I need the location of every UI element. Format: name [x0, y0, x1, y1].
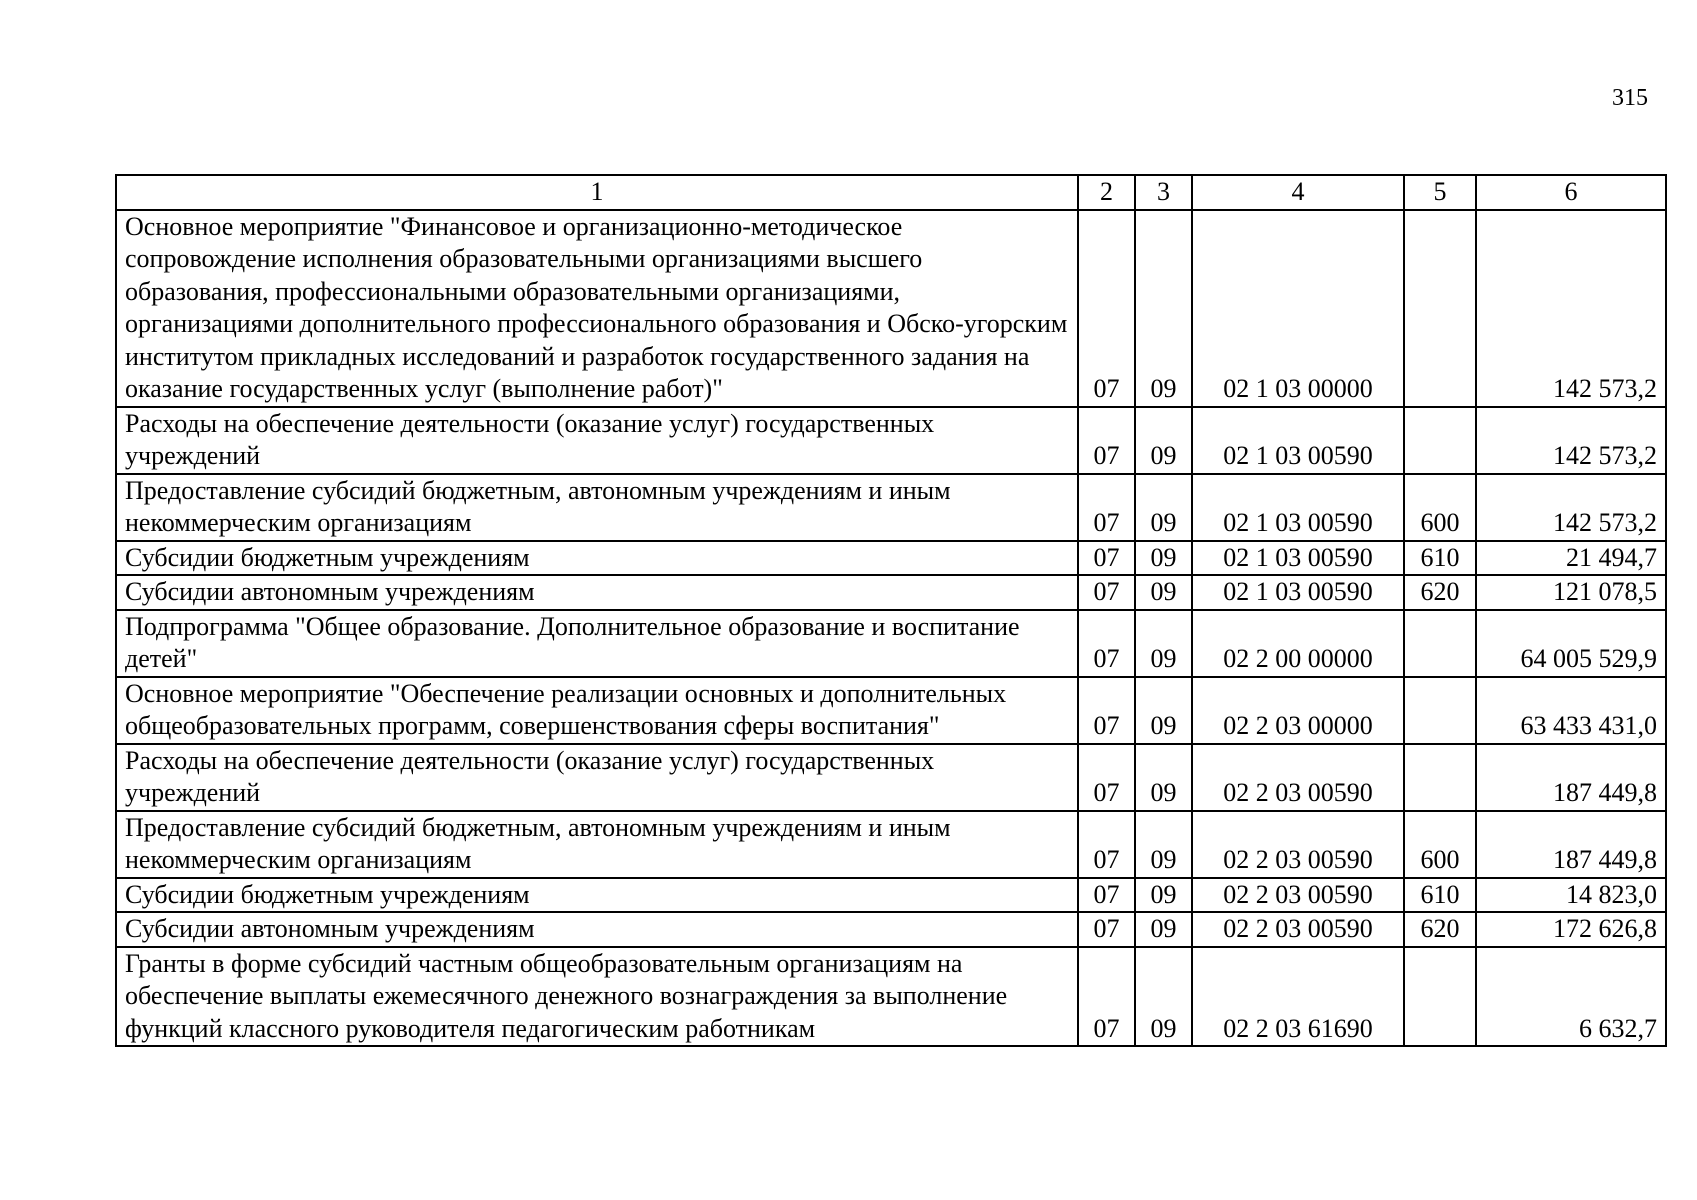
row-expense-type [1404, 407, 1476, 474]
table-row [116, 210, 1666, 407]
row-target-article: 02 2 03 00590 [1192, 811, 1404, 878]
table-row [116, 912, 1666, 947]
row-name: Гранты в форме субсидий частным общеобразовательным организациям на обеспечение выплаты ежемесячного денежного вознаграждения за выполнение функций классного руководителя педагогическим работникам [116, 947, 1078, 1047]
table-row [116, 811, 1666, 878]
row-subsection: 09 [1135, 947, 1192, 1047]
row-name: Расходы на обеспечение деятельности (оказание услуг) государственных учреждений [116, 744, 1078, 811]
row-section: 07 [1078, 811, 1135, 878]
row-subsection: 09 [1135, 575, 1192, 610]
row-section: 07 [1078, 474, 1135, 541]
header-col-2: 2 [1078, 175, 1135, 210]
row-amount: 142 573,2 [1476, 210, 1666, 407]
header-col-1: 1 [116, 175, 1078, 210]
row-subsection: 09 [1135, 744, 1192, 811]
row-amount: 21 494,7 [1476, 541, 1666, 576]
row-expense-type: 600 [1404, 811, 1476, 878]
row-section: 07 [1078, 610, 1135, 677]
row-section: 07 [1078, 575, 1135, 610]
row-expense-type: 610 [1404, 541, 1476, 576]
table-row [116, 407, 1666, 474]
table-row [116, 474, 1666, 541]
row-amount: 63 433 431,0 [1476, 677, 1666, 744]
table-header-row [116, 175, 1666, 210]
table-row [116, 947, 1666, 1047]
row-section: 07 [1078, 541, 1135, 576]
row-name: Субсидии бюджетным учреждениям [116, 541, 1078, 576]
row-expense-type [1404, 210, 1476, 407]
row-expense-type: 620 [1404, 912, 1476, 947]
header-col-3: 3 [1135, 175, 1192, 210]
row-subsection: 09 [1135, 407, 1192, 474]
row-amount: 14 823,0 [1476, 878, 1666, 913]
table-row [116, 610, 1666, 677]
row-subsection: 09 [1135, 474, 1192, 541]
row-target-article: 02 2 03 00000 [1192, 677, 1404, 744]
row-section: 07 [1078, 407, 1135, 474]
header-col-4: 4 [1192, 175, 1404, 210]
row-expense-type [1404, 677, 1476, 744]
row-subsection: 09 [1135, 878, 1192, 913]
row-expense-type [1404, 610, 1476, 677]
row-target-article: 02 1 03 00590 [1192, 541, 1404, 576]
row-expense-type: 620 [1404, 575, 1476, 610]
page-number: 315 [1612, 85, 1648, 111]
row-subsection: 09 [1135, 912, 1192, 947]
row-section: 07 [1078, 912, 1135, 947]
table-row [116, 878, 1666, 913]
row-target-article: 02 2 03 00590 [1192, 878, 1404, 913]
row-section: 07 [1078, 744, 1135, 811]
table-row [116, 541, 1666, 576]
table-row [116, 677, 1666, 744]
row-subsection: 09 [1135, 811, 1192, 878]
row-amount: 172 626,8 [1476, 912, 1666, 947]
row-expense-type: 610 [1404, 878, 1476, 913]
row-subsection: 09 [1135, 610, 1192, 677]
budget-table [115, 174, 1667, 1047]
row-name: Субсидии бюджетным учреждениям [116, 878, 1078, 913]
row-name: Субсидии автономным учреждениям [116, 912, 1078, 947]
row-subsection: 09 [1135, 677, 1192, 744]
row-expense-type [1404, 744, 1476, 811]
row-name: Предоставление субсидий бюджетным, автономным учреждениям и иным некоммерческим организациям [116, 811, 1078, 878]
row-target-article: 02 2 03 00590 [1192, 744, 1404, 811]
row-subsection: 09 [1135, 541, 1192, 576]
row-target-article: 02 2 03 61690 [1192, 947, 1404, 1047]
row-section: 07 [1078, 677, 1135, 744]
row-name: Расходы на обеспечение деятельности (оказание услуг) государственных учреждений [116, 407, 1078, 474]
row-section: 07 [1078, 210, 1135, 407]
row-amount: 142 573,2 [1476, 474, 1666, 541]
row-target-article: 02 1 03 00590 [1192, 407, 1404, 474]
row-name: Предоставление субсидий бюджетным, автономным учреждениям и иным некоммерческим организациям [116, 474, 1078, 541]
row-amount: 187 449,8 [1476, 744, 1666, 811]
table-row [116, 575, 1666, 610]
row-target-article: 02 1 03 00590 [1192, 575, 1404, 610]
row-name: Субсидии автономным учреждениям [116, 575, 1078, 610]
header-col-6: 6 [1476, 175, 1666, 210]
row-expense-type [1404, 947, 1476, 1047]
row-amount: 6 632,7 [1476, 947, 1666, 1047]
table-row [116, 744, 1666, 811]
row-name: Основное мероприятие "Финансовое и организационно-методическое сопровождение исполнения образовательными организациями высшего образования, профессиональными образовательными организациями, организациями дополнительного профессионального образования и Обско-угорским институтом прикладных исследований и разработок государственного задания на оказание государственных услуг (выполнение работ)" [116, 210, 1078, 407]
row-amount: 187 449,8 [1476, 811, 1666, 878]
row-target-article: 02 1 03 00000 [1192, 210, 1404, 407]
row-amount: 64 005 529,9 [1476, 610, 1666, 677]
row-section: 07 [1078, 947, 1135, 1047]
row-amount: 142 573,2 [1476, 407, 1666, 474]
row-amount: 121 078,5 [1476, 575, 1666, 610]
row-name: Основное мероприятие "Обеспечение реализации основных и дополнительных общеобразовательных программ, совершенствования сферы воспитания" [116, 677, 1078, 744]
row-name: Подпрограмма "Общее образование. Дополнительное образование и воспитание детей" [116, 610, 1078, 677]
row-target-article: 02 2 03 00590 [1192, 912, 1404, 947]
row-section: 07 [1078, 878, 1135, 913]
row-target-article: 02 2 00 00000 [1192, 610, 1404, 677]
row-target-article: 02 1 03 00590 [1192, 474, 1404, 541]
row-subsection: 09 [1135, 210, 1192, 407]
header-col-5: 5 [1404, 175, 1476, 210]
row-expense-type: 600 [1404, 474, 1476, 541]
